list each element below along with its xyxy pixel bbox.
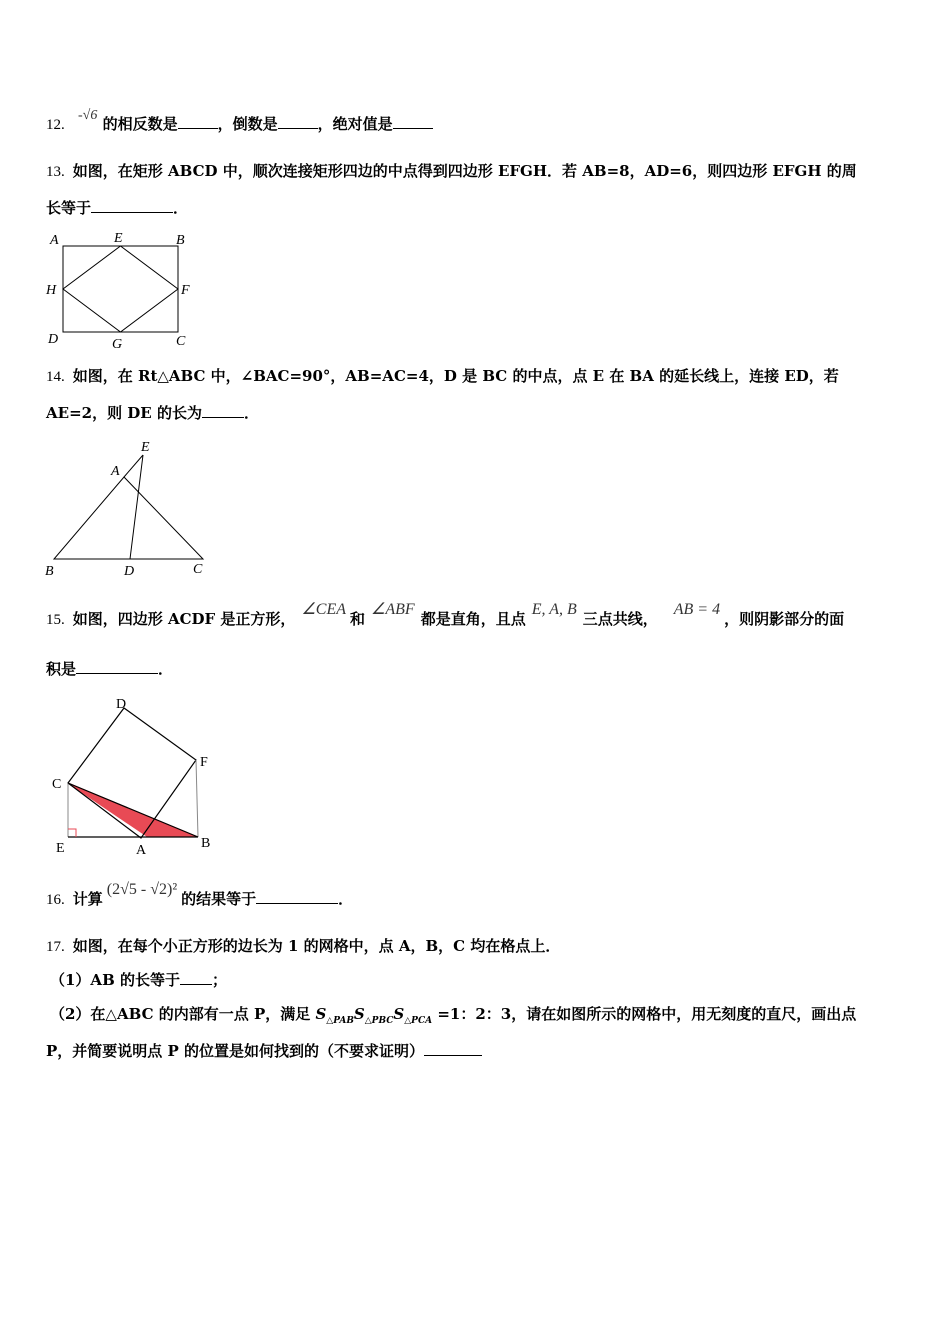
q13-figure [40,228,210,353]
q15-text-2: 和 [350,610,366,628]
q12-text-2: ，倒数是 [217,115,278,133]
q16-line [46,881,354,910]
q15-angle-cea: ∠CEA [301,601,346,618]
q15-angle-abf: ∠ABF [371,601,415,618]
q17-area-symbol-2: $S_{\triangle PBC}$ [353,1005,394,1026]
q13-label-b: B [176,233,185,248]
q15-label-c: C [52,777,62,792]
q14-line-2 [46,403,259,423]
q12-text-3: ，绝对值是 [317,115,393,133]
q14-period: ． [243,404,259,422]
q12-expression: -√6 [77,108,98,123]
q15-points-eab: E, A, B [531,601,577,618]
q14-label-d: D [124,564,135,579]
q17-part1-blank[interactable] [180,970,212,985]
q13-line-1 [46,161,857,182]
q14-line-1 [46,366,839,387]
q17-text: 如图，在每个小正方形的边长为 1 的网格中，点 A，B，C 均在格点上． [72,937,561,955]
q15-text-4: 三点共线， [582,610,658,628]
q13-label-c: C [176,334,186,349]
q12-line [46,108,433,136]
q15-text-5: ，则阴影部分的面 [724,610,845,628]
q15-period: ． [158,660,174,678]
q13-text: 如图，在矩形 ABCD 中，顺次连接矩形四边的中点得到四边形 EFGH．若 AB=8，AD=6，则四边形 EFGH 的周 [72,162,857,180]
q13-line-2 [46,198,188,218]
q15-number: 15. [46,612,65,628]
q15-text-1: 如图，四边形 ACDF 是正方形， [72,610,296,628]
q15-line-1 [46,601,845,630]
q12-blank-1[interactable] [178,114,218,129]
q14-label-b: B [45,564,54,579]
q15-label-d: D [116,697,127,712]
q17-part-1 [50,970,227,990]
q12-number: 12. [46,117,65,133]
q17-area-symbol-1: $S_{\triangle PAB}$ [315,1005,354,1026]
q14-blank[interactable] [202,403,244,418]
q13-blank[interactable] [91,198,173,213]
q15-label-e: E [56,841,65,856]
q16-text-1: 计算 [72,890,103,908]
q13-number: 13. [46,164,65,180]
q15-label-b: B [201,836,211,851]
q16-text-2: 的结果等于 [181,890,257,908]
q17-part2-text-2: =1：2：3，请在如图所示的网格中，用无刻度的直尺，画出点 [432,1005,857,1023]
q13-label-g: G [112,337,123,352]
q16-number: 16. [46,892,65,908]
q17-number: 17. [46,939,65,955]
q14-label-a: A [111,464,120,479]
q14-label-c: C [193,562,203,577]
q15-figure [46,692,226,862]
q13-text-2: 长等于 [46,199,92,217]
q14-figure [40,435,220,580]
q17-line-1 [46,936,560,957]
q15-label-f: F [200,755,208,770]
q13-label-d: D [48,332,59,347]
q17-part2-text-3: P，并简要说明点 P 的位置是如何找到的（不要求证明） [46,1042,425,1060]
q15-text-3: 都是直角，且点 [420,610,526,628]
q13-label-a: A [50,233,59,248]
q16-period: ． [338,890,354,908]
q12-blank-2[interactable] [278,114,318,129]
q13-label-h: H [46,283,57,298]
q12-blank-3[interactable] [393,114,433,129]
q13-label-e: E [114,231,123,246]
q17-part2-blank[interactable] [424,1041,482,1056]
q16-blank[interactable] [256,889,338,904]
q17-part2-text: （2）在△ABC 的内部有一点 P，满足 [50,1005,316,1023]
q17-part-2 [50,1004,856,1031]
q17-area-symbol-3: $S_{\triangle PCA}$ [393,1005,433,1026]
q14-text-2: AE=2，则 DE 的长为 [46,404,202,422]
q12-text-1: 的相反数是 [102,115,178,133]
q17-part-2-line-2 [46,1041,482,1061]
q16-expression: (2√5 - √2)² [106,881,178,898]
q14-label-e: E [141,440,150,455]
q13-label-f: F [181,283,190,298]
q14-text: 如图，在 Rt△ABC 中，∠BAC=90°，AB=AC=4，D 是 BC 的中点，点 E 在 BA 的延长线上，连接 ED，若 [72,367,839,385]
q17-part1-text: （1）AB 的长等于 [50,971,180,989]
q13-period: ． [173,199,189,217]
q15-label-a: A [136,843,147,858]
q15-line-2 [46,659,173,679]
q14-number: 14. [46,369,65,385]
q15-ab-eq: AB = 4 [673,601,721,618]
q17-part1-end: ； [211,971,227,989]
q15-blank[interactable] [76,659,158,674]
q15-text-6: 积是 [46,660,77,678]
